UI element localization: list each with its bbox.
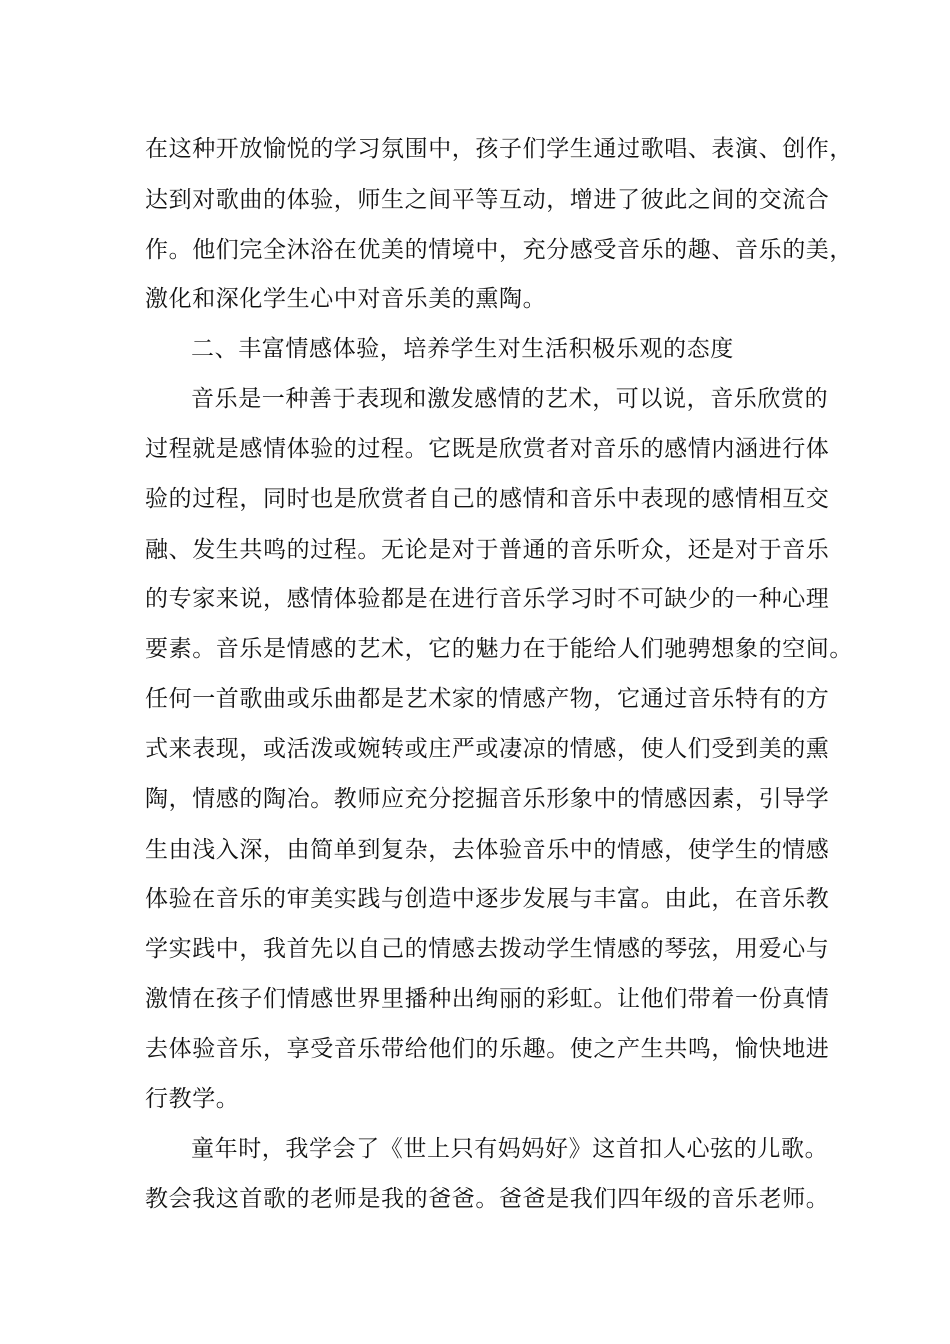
text-line: 行教学。 [145, 1086, 240, 1112]
text-line: 融、发生共鸣的过程。无论是对于普通的音乐听众，还是对于音乐 [145, 537, 830, 563]
text-line: 达到对歌曲的体验，师生之间平等互动，增进了彼此之间的交流合 [145, 187, 830, 213]
text-line: 过程就是感情体验的过程。它既是欣赏者对音乐的感情内涵进行体 [145, 436, 830, 462]
text-line: 童年时，我学会了《世上只有妈妈好》这首扣人心弦的儿歌。 [191, 1136, 829, 1162]
text-line: 要素。音乐是情感的艺术，它的魅力在于能给人们驰骋想象的空间。 [145, 636, 853, 662]
text-line: 激化和深化学生心中对音乐美的熏陶。 [145, 286, 547, 312]
text-line: 任何一首歌曲或乐曲都是艺术家的情感产物，它通过音乐特有的方 [145, 686, 830, 712]
text-line: 音乐是一种善于表现和激发感情的艺术，可以说，音乐欣赏的 [191, 386, 829, 412]
text-line: 体验在音乐的审美实践与创造中逐步发展与丰富。由此，在音乐教 [145, 886, 830, 912]
text-line: 作。他们完全沐浴在优美的情境中，充分感受音乐的趣、音乐的美， [145, 237, 853, 263]
text-line: 式来表现，或活泼或婉转或庄严或凄凉的情感，使人们受到美的熏 [145, 736, 830, 762]
text-line: 验的过程，同时也是欣赏者自己的感情和音乐中表现的感情相互交 [145, 486, 830, 512]
text-line: 陶，情感的陶冶。教师应充分挖掘音乐形象中的情感因素，引导学 [145, 786, 830, 812]
text-line: 去体验音乐，享受音乐带给他们的乐趣。使之产生共鸣，愉快地进 [145, 1036, 830, 1062]
text-line: 激情在孩子们情感世界里播种出绚丽的彩虹。让他们带着一份真情 [145, 986, 830, 1012]
text-line: 在这种开放愉悦的学习氛围中，孩子们学生通过歌唱、表演、创作， [145, 136, 853, 162]
text-line: 学实践中，我首先以自己的情感去拨动学生情感的琴弦，用爱心与 [145, 936, 830, 962]
section-heading: 二、丰富情感体验，培养学生对生活积极乐观的态度 [191, 336, 734, 362]
text-line: 的专家来说，感情体验都是在进行音乐学习时不可缺少的一种心理 [145, 586, 830, 612]
text-line: 教会我这首歌的老师是我的爸爸。爸爸是我们四年级的音乐老师。 [145, 1186, 830, 1212]
text-line: 生由浅入深，由简单到复杂，去体验音乐中的情感，使学生的情感 [145, 837, 830, 863]
